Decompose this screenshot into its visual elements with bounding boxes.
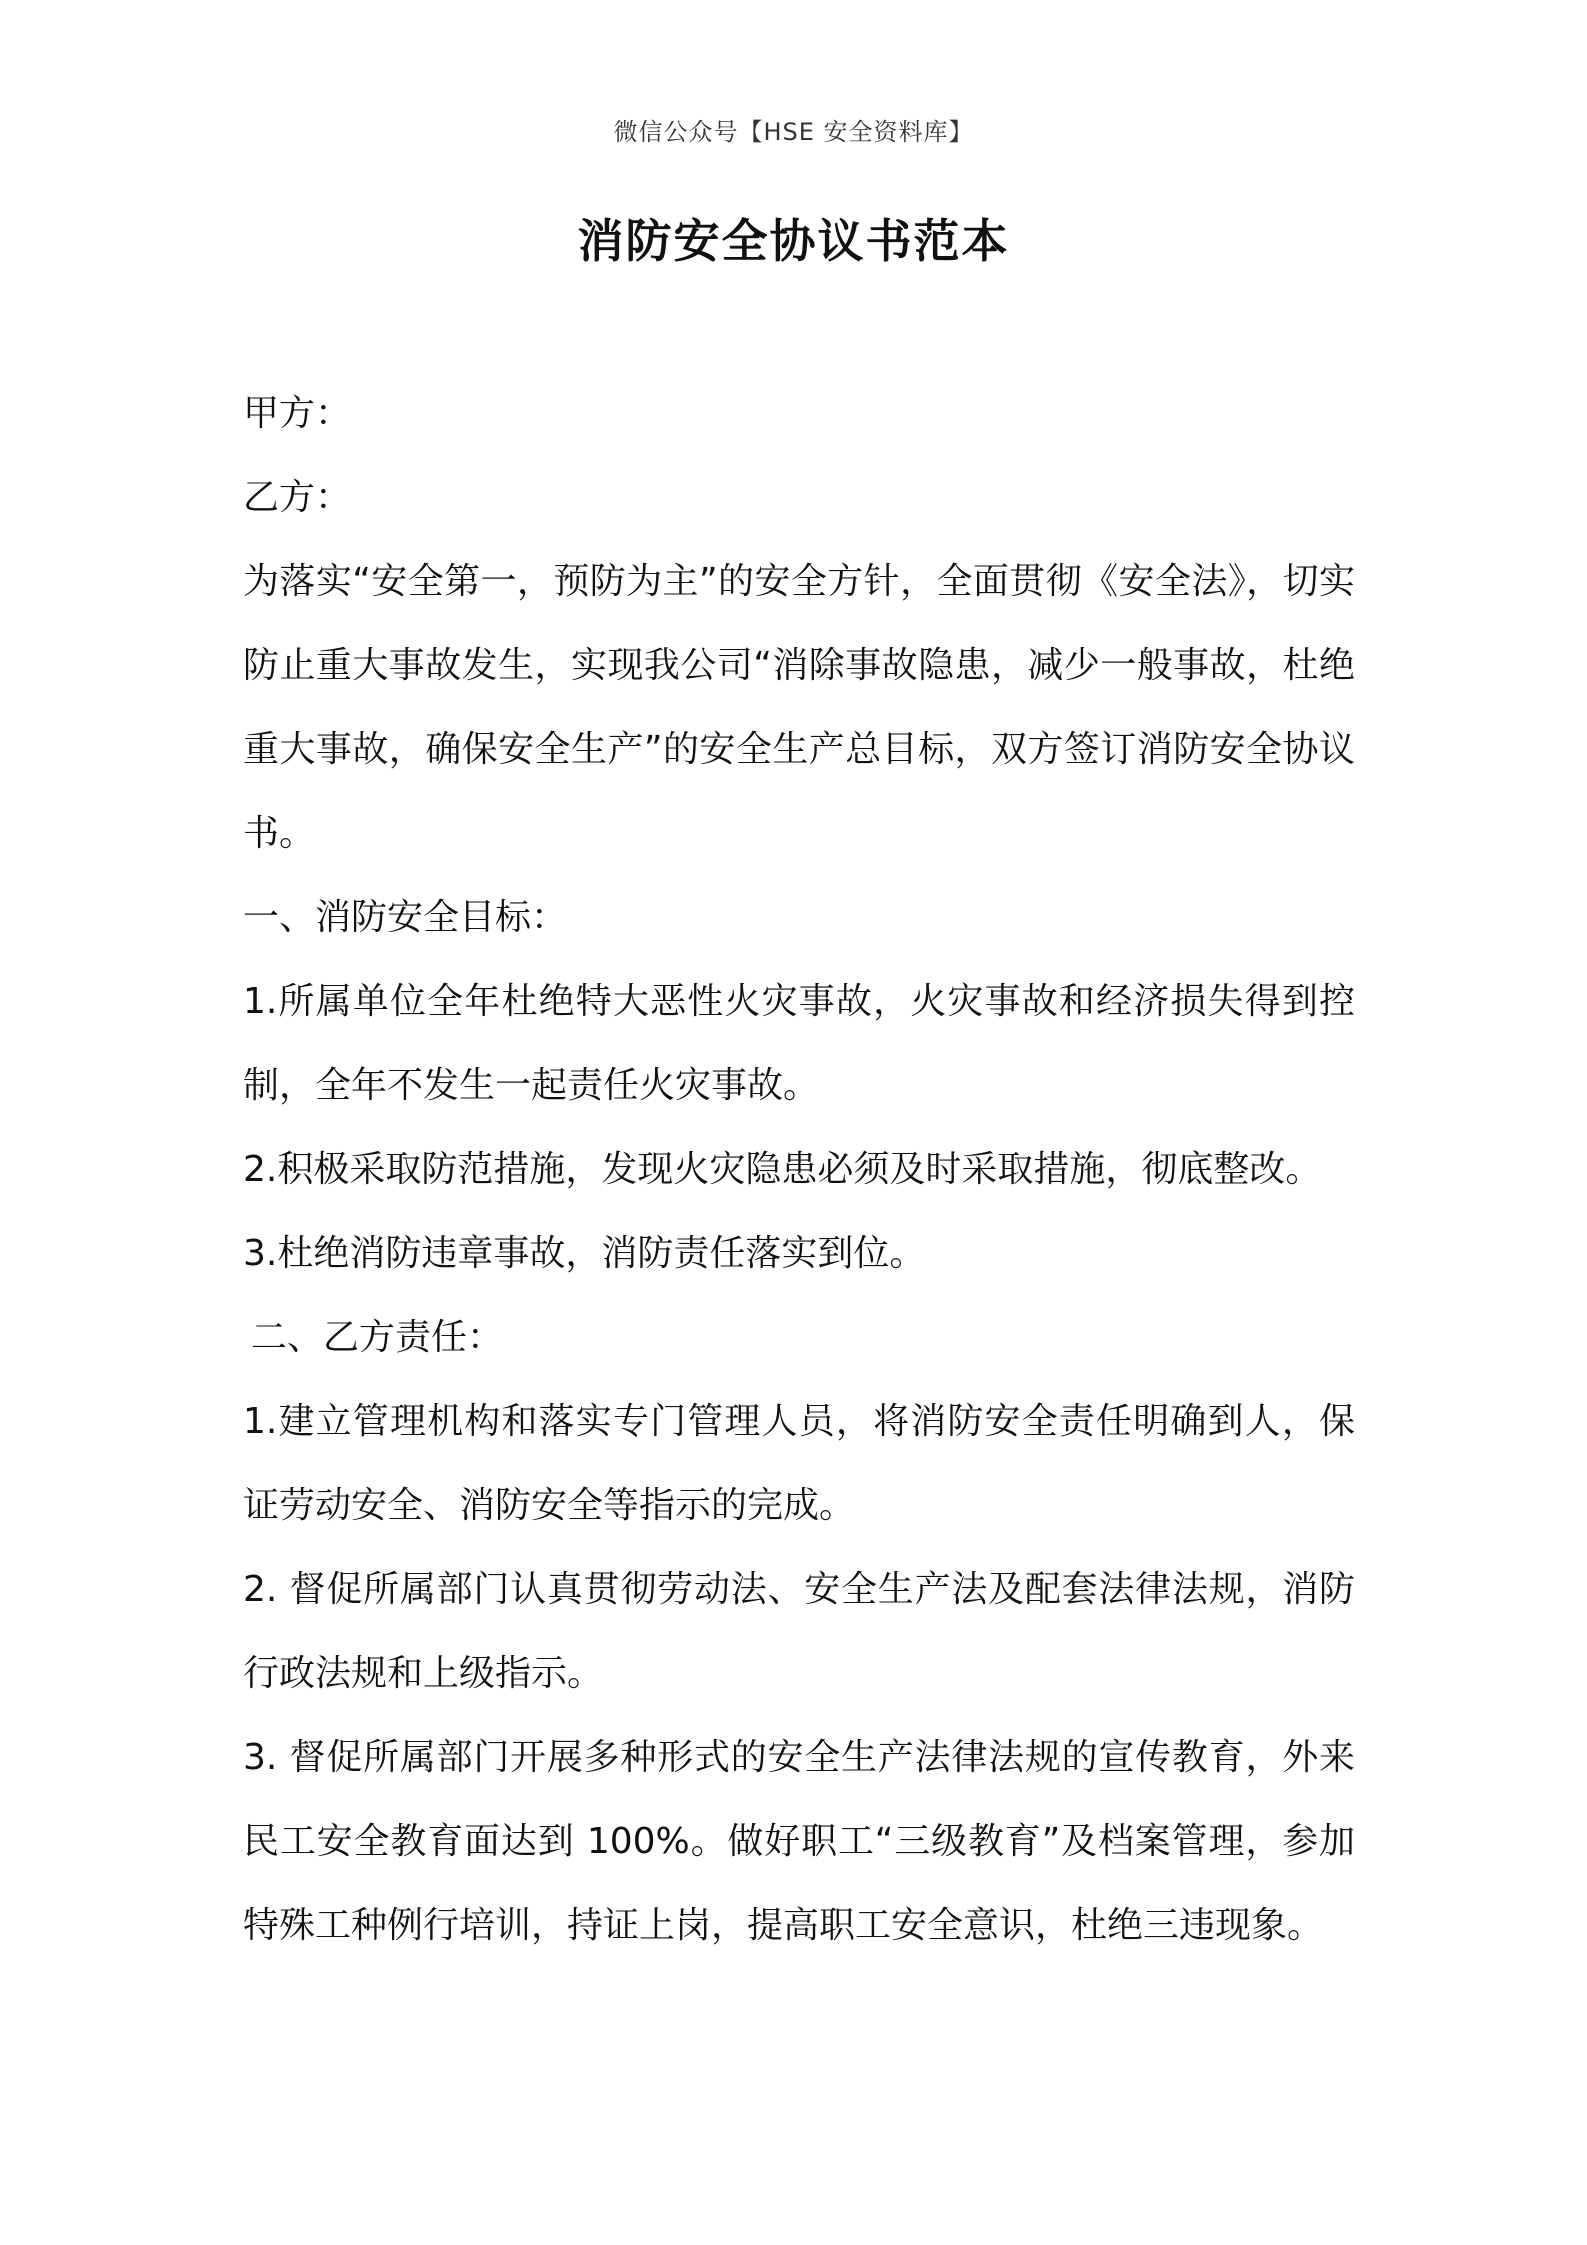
header-note: 微信公众号【HSE 安全资料库】 [613,118,974,146]
document-title: 消防安全协议书范本 [577,214,1010,268]
section-1-heading: 一、消防安全目标： [243,897,568,938]
section-1-item-2: 2.积极采取防范措施，发现火灾隐患必须及时采取措施，彻底整改。 [243,1149,1322,1190]
party-b-line: 乙方： [243,477,352,518]
section-2-heading: 二、乙方责任： [251,1317,504,1358]
section-2-item-1: 1.建立管理机构和落实专门管理人员，将消防安全责任明确到人，保证劳动安全、消防安全等指示的完成。 [243,1401,1355,1526]
document-body [243,372,1355,1968]
section-1-item-1: 1.所属单位全年杜绝特大恶性火灾事故，火灾事故和经济损失得到控制，全年不发生一起责任火灾事故。 [243,981,1355,1106]
section-1-item-3: 3.杜绝消防违章事故，消防责任落实到位。 [243,1233,926,1274]
section-2-item-3: 3. 督促所属部门开展多种形式的安全生产法律法规的宣传教育，外来民工安全教育面达到 100%。做好职工“三级教育”及档案管理，参加特殊工种例行培训，持证上岗，提高职工安全意识，杜绝三违现象。 [243,1737,1355,1946]
party-a-line: 甲方： [243,393,352,434]
section-2-item-2: 2. 督促所属部门认真贯彻劳动法、安全生产法及配套法律法规，消防行政法规和上级指示。 [243,1569,1355,1694]
intro-paragraph: 为落实“安全第一，预防为主”的安全方针，全面贯彻《安全法》，切实防止重大事故发生，实现我公司“消除事故隐患，减少一般事故，杜绝重大事故，确保安全生产”的安全生产总目标，双方签订消防安全协议书。 [243,561,1355,854]
